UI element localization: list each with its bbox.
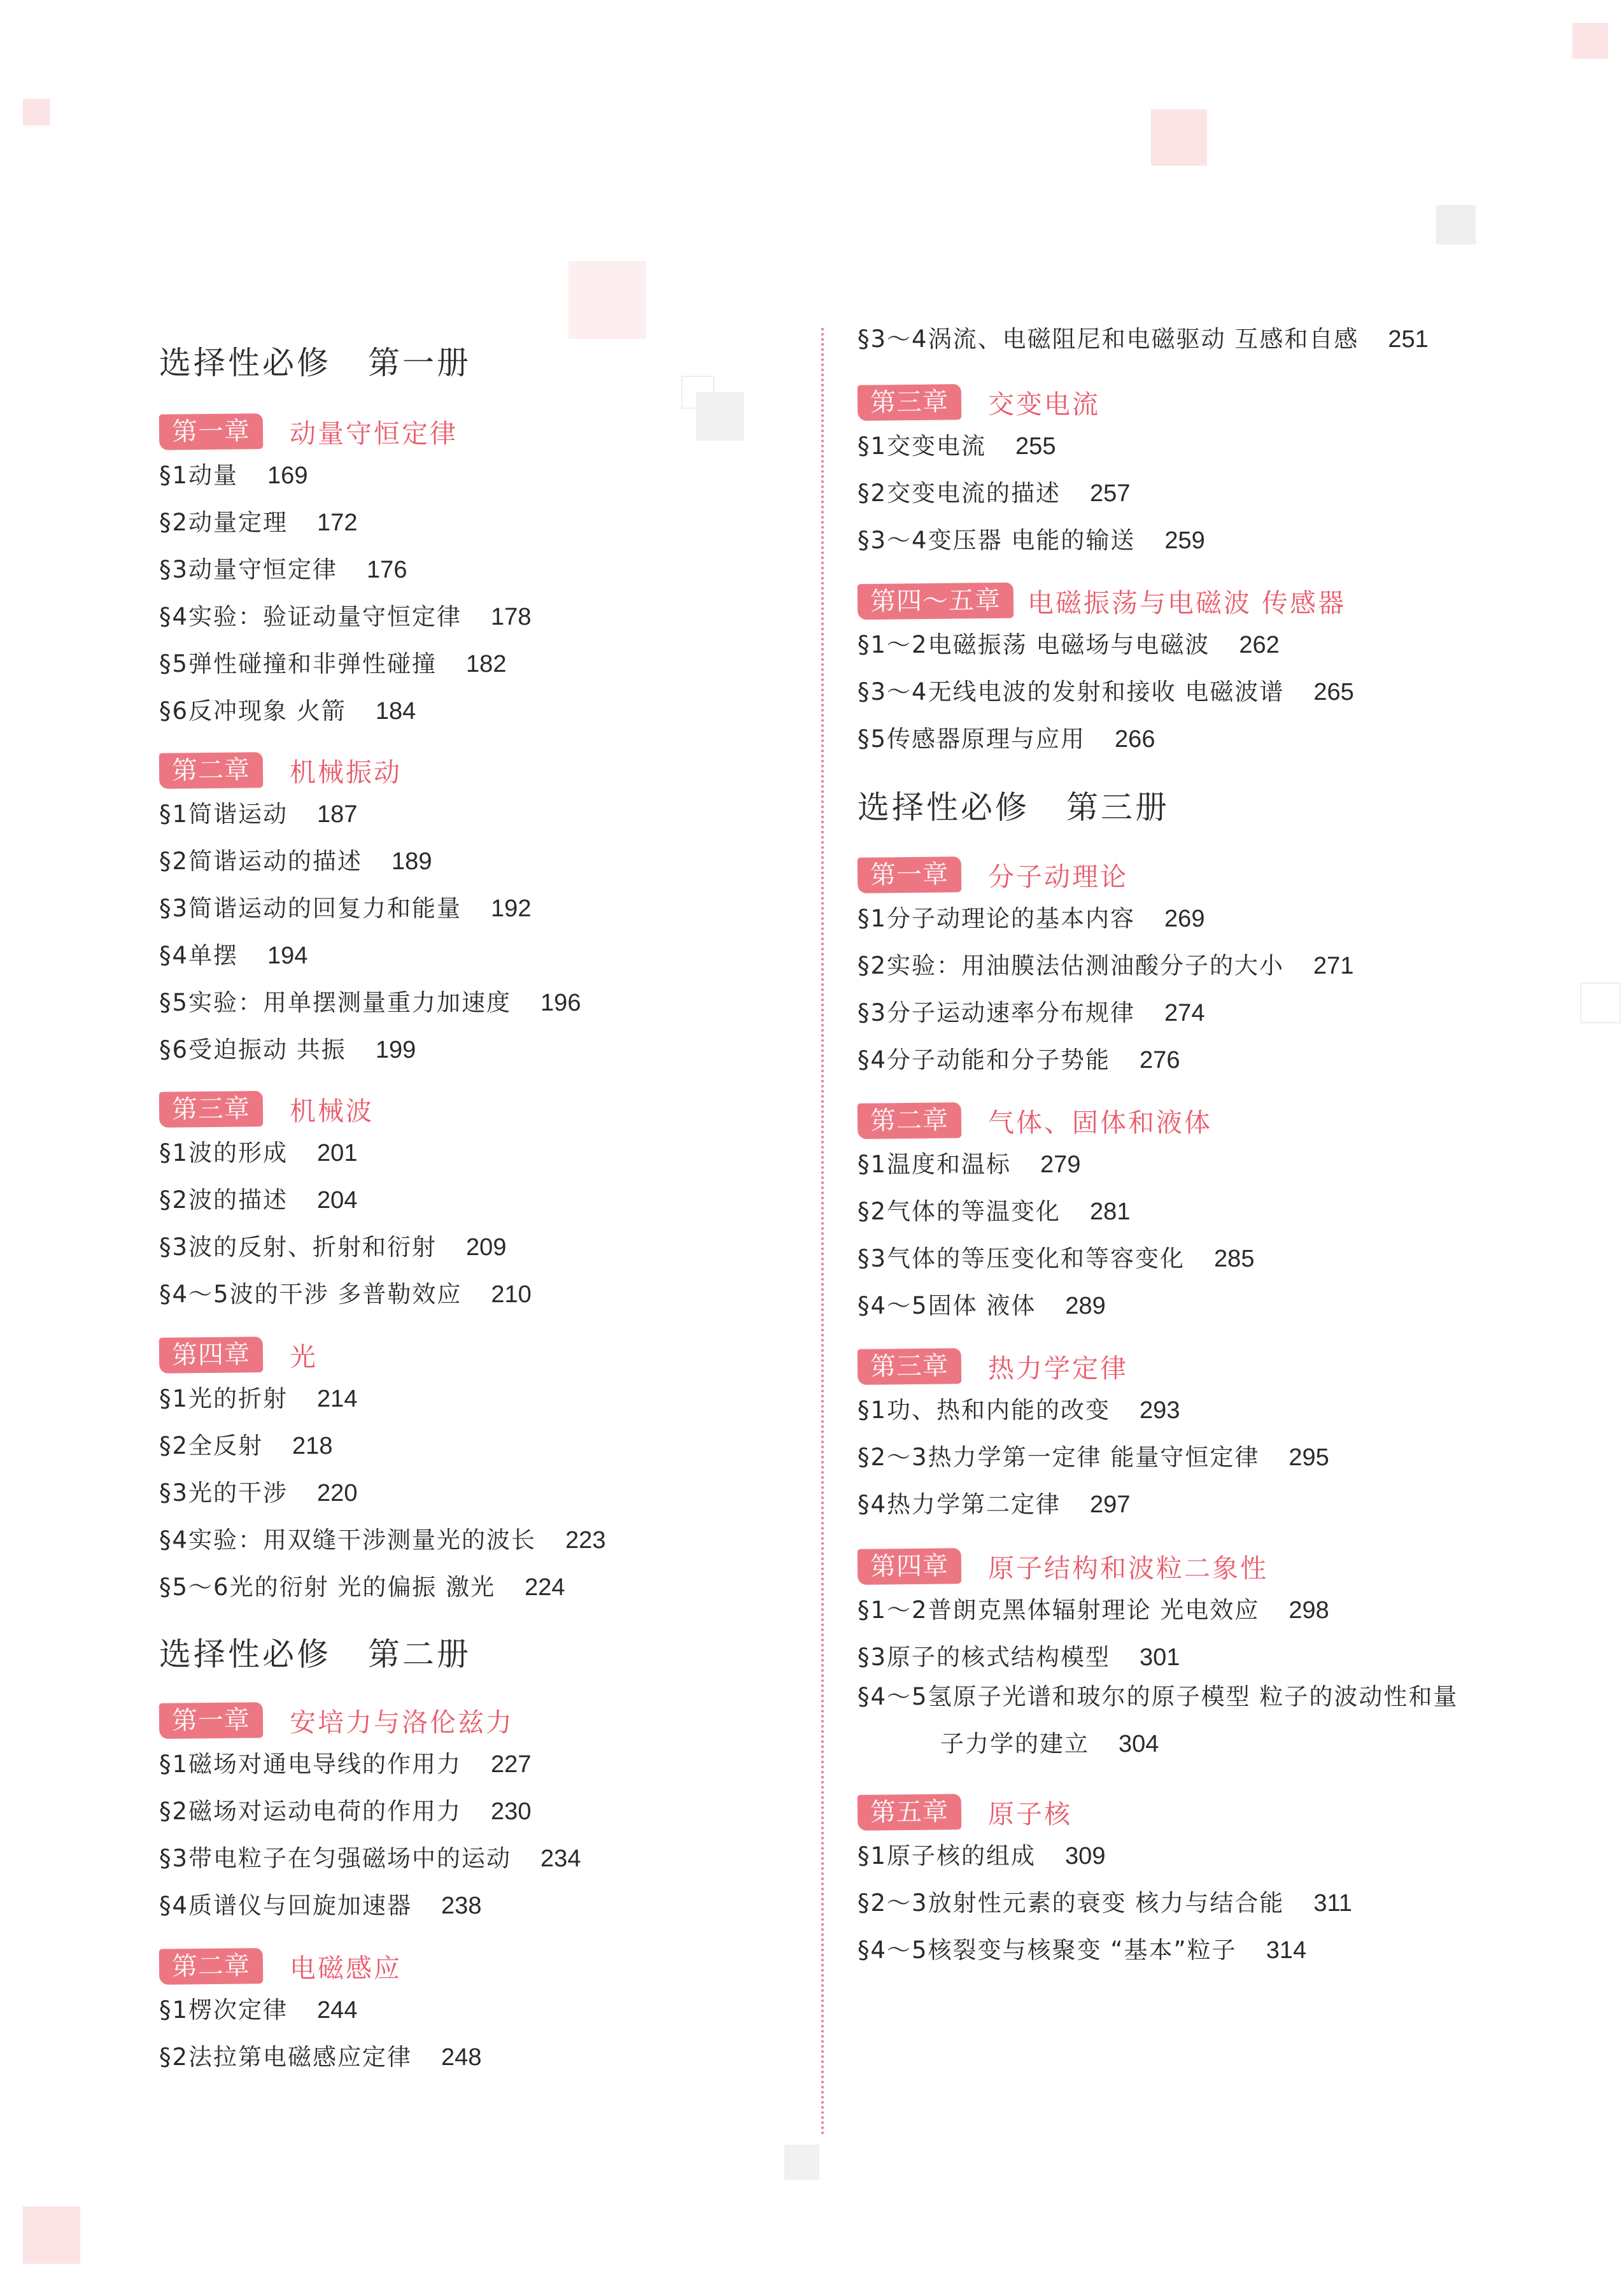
chapter-badge: 第二章 bbox=[159, 752, 264, 789]
toc-entry[interactable] bbox=[858, 1192, 1130, 1226]
toc-entry[interactable] bbox=[159, 1568, 565, 1602]
toc-entry-page: 301 bbox=[1140, 1644, 1180, 1671]
toc-entry-label: §4～5固体 液体 bbox=[858, 1292, 1036, 1319]
toc-entry[interactable] bbox=[159, 1886, 481, 1920]
chapter-badge: 第五章 bbox=[858, 1794, 962, 1831]
volume-number: 第一册 bbox=[368, 344, 471, 381]
toc-entry-page: 295 bbox=[1289, 1444, 1329, 1471]
toc-entry-page: 210 bbox=[491, 1281, 532, 1308]
toc-entry[interactable] bbox=[159, 644, 506, 679]
toc-entry-page: 169 bbox=[267, 462, 308, 489]
toc-entry[interactable] bbox=[858, 1239, 1254, 1274]
chapter-title: 电磁感应 bbox=[290, 1953, 402, 1984]
chapter-title: 热力学定律 bbox=[988, 1353, 1128, 1384]
toc-entry-page: 266 bbox=[1115, 726, 1155, 753]
chapter-badge: 第一章 bbox=[159, 1702, 264, 1739]
toc-entry[interactable] bbox=[858, 993, 1204, 1028]
toc-entry-label: §2波的描述 bbox=[159, 1186, 288, 1214]
toc-entry-label: §5实验：用单摆测量重力加速度 bbox=[159, 989, 512, 1016]
toc-entry[interactable] bbox=[858, 1485, 1130, 1519]
chapter-title: 机械振动 bbox=[290, 757, 402, 788]
toc-entry-label: §1原子核的组成 bbox=[858, 1842, 1036, 1870]
volume-name: 选择性必修 bbox=[858, 789, 1029, 826]
chapter-heading[interactable] bbox=[159, 1947, 402, 1985]
toc-entry-page: 251 bbox=[1388, 326, 1429, 353]
toc-entry-label: §1光的折射 bbox=[159, 1385, 288, 1412]
toc-entry[interactable] bbox=[858, 1884, 1352, 1918]
toc-entry-page: 289 bbox=[1065, 1293, 1106, 1319]
toc-entry-label: §3原子的核式结构模型 bbox=[858, 1644, 1111, 1671]
toc-entry-label: §4实验：用双缝干涉测量光的波长 bbox=[159, 1526, 537, 1554]
toc-entry-page: 274 bbox=[1164, 1000, 1205, 1026]
toc-entry[interactable] bbox=[159, 983, 581, 1018]
toc-entry-page: 218 bbox=[292, 1433, 333, 1459]
toc-entry[interactable] bbox=[159, 2038, 481, 2072]
toc-entry[interactable] bbox=[858, 672, 1354, 707]
toc-entry[interactable] bbox=[858, 1836, 1105, 1871]
toc-entry-label: §6反冲现象 火箭 bbox=[159, 697, 346, 725]
toc-entry[interactable] bbox=[858, 1673, 1558, 1768]
toc-entry-page: 304 bbox=[1119, 1731, 1159, 1757]
toc-entry[interactable] bbox=[858, 1931, 1306, 1965]
toc-entry-label: §1功、热和内能的改变 bbox=[858, 1396, 1111, 1424]
toc-entry-label: §1简谐运动 bbox=[159, 800, 288, 828]
toc-entry[interactable] bbox=[858, 899, 1204, 934]
decorative-square bbox=[23, 2206, 80, 2264]
chapter-badge: 第三章 bbox=[858, 384, 962, 421]
toc-entry[interactable] bbox=[858, 1391, 1180, 1425]
chapter-heading[interactable] bbox=[858, 1793, 1072, 1831]
volume-title bbox=[858, 782, 1169, 828]
toc-entry-page: 262 bbox=[1239, 632, 1280, 658]
volume-number: 第三册 bbox=[1066, 789, 1169, 826]
toc-entry-label: §3光的干涉 bbox=[159, 1479, 288, 1507]
toc-entry-label: §1磁场对通电导线的作用力 bbox=[159, 1750, 462, 1778]
toc-entry-label: §4质谱仪与回旋加速器 bbox=[159, 1892, 413, 1919]
toc-entry-label: §1波的形成 bbox=[159, 1139, 288, 1167]
chapter-badge: 第一章 bbox=[159, 413, 264, 450]
toc-entry[interactable] bbox=[858, 427, 1056, 461]
toc-entry[interactable] bbox=[159, 1473, 357, 1508]
toc-entry-label: §1分子动理论的基本内容 bbox=[858, 905, 1136, 932]
chapter-title: 原子结构和波粒二象性 bbox=[988, 1553, 1268, 1584]
toc-entry-label: §5～6光的衍射 光的偏振 激光 bbox=[159, 1573, 496, 1601]
toc-entry-page: 192 bbox=[491, 895, 532, 922]
toc-entry[interactable] bbox=[159, 1991, 357, 2025]
toc-entry-label: §1～2普朗克黑体辐射理论 光电效应 bbox=[858, 1596, 1260, 1624]
toc-entry-label: §2磁场对运动电荷的作用力 bbox=[159, 1798, 462, 1825]
toc-entry-label: §5传感器原理与应用 bbox=[858, 725, 1086, 753]
toc-entry[interactable] bbox=[159, 550, 407, 585]
toc-entry[interactable] bbox=[159, 1792, 531, 1826]
toc-entry-label: §3带电粒子在匀强磁场中的运动 bbox=[159, 1845, 512, 1872]
toc-entry-label: §3～4无线电波的发射和接收 电磁波谱 bbox=[858, 678, 1285, 706]
toc-entry-page: 298 bbox=[1289, 1597, 1329, 1624]
toc-entry[interactable] bbox=[858, 1145, 1080, 1179]
toc-entry[interactable] bbox=[159, 1839, 581, 1873]
toc-entry-page: 227 bbox=[491, 1751, 532, 1778]
volume-title bbox=[159, 1629, 471, 1675]
chapter-title: 原子核 bbox=[988, 1799, 1072, 1829]
toc-entry-label: §3～4涡流、电磁阻尼和电磁驱动 互感和自感 bbox=[858, 325, 1359, 353]
toc-entry-label: §1交变电流 bbox=[858, 432, 987, 460]
toc-entry[interactable] bbox=[858, 946, 1353, 981]
toc-entry-page: 234 bbox=[540, 1845, 581, 1872]
toc-entry[interactable] bbox=[159, 1181, 357, 1215]
toc-entry-continuation bbox=[858, 1721, 1558, 1768]
toc-entry-label: §4～5波的干涉 多普勒效应 bbox=[159, 1281, 462, 1308]
toc-entry[interactable] bbox=[159, 1521, 605, 1555]
toc-entry[interactable] bbox=[159, 1275, 532, 1309]
toc-entry-label: §3波的反射、折射和衍射 bbox=[159, 1233, 437, 1261]
toc-entry-label: §2简谐运动的描述 bbox=[159, 848, 363, 875]
toc-entry[interactable] bbox=[159, 456, 307, 490]
toc-entry[interactable] bbox=[858, 320, 1429, 354]
toc-entry-page: 265 bbox=[1313, 679, 1354, 706]
chapter-badge: 第四章 bbox=[159, 1337, 264, 1374]
volume-name: 选择性必修 bbox=[159, 344, 331, 381]
toc-entry-page: 204 bbox=[317, 1187, 358, 1214]
toc-entry-page: 293 bbox=[1140, 1397, 1180, 1424]
toc-entry[interactable] bbox=[159, 692, 416, 726]
toc-entry-label: §3简谐运动的回复力和能量 bbox=[159, 895, 462, 922]
volume-name: 选择性必修 bbox=[159, 1636, 331, 1673]
toc-entry-page: 189 bbox=[392, 848, 432, 875]
toc-entry[interactable] bbox=[858, 625, 1280, 660]
toc-entry-label: §2实验：用油膜法估测油酸分子的大小 bbox=[858, 952, 1285, 979]
chapter-badge: 第一章 bbox=[858, 856, 962, 893]
toc-entry-label: §1～2电磁振荡 电磁场与电磁波 bbox=[858, 631, 1210, 658]
toc-entry-page: 257 bbox=[1090, 480, 1131, 507]
toc-entry-label: §2气体的等温变化 bbox=[858, 1198, 1061, 1225]
volume-title bbox=[159, 337, 471, 383]
toc-entry[interactable] bbox=[159, 1426, 332, 1461]
decorative-square bbox=[1436, 205, 1476, 245]
toc-entry-page: 223 bbox=[565, 1527, 606, 1554]
toc-entry-page: 297 bbox=[1090, 1491, 1131, 1518]
volume-number: 第二册 bbox=[368, 1636, 471, 1673]
toc-entry[interactable] bbox=[159, 1133, 357, 1168]
toc-entry-label: §4～5氢原子光谱和玻尔的原子模型 粒子的波动性和量 bbox=[858, 1683, 1458, 1710]
toc-entry-page: 214 bbox=[317, 1386, 358, 1412]
chapter-badge: 第二章 bbox=[858, 1102, 962, 1139]
chapter-title: 动量守恒定律 bbox=[290, 418, 458, 449]
toc-entry-page: 172 bbox=[317, 509, 358, 536]
toc-entry[interactable] bbox=[159, 503, 357, 537]
toc-entry-page: 220 bbox=[317, 1480, 358, 1507]
toc-entry-label: §4热力学第二定律 bbox=[858, 1491, 1061, 1518]
toc-entry[interactable] bbox=[858, 1591, 1329, 1625]
chapter-heading[interactable] bbox=[858, 1547, 1268, 1585]
chapter-badge: 第三章 bbox=[858, 1348, 962, 1385]
toc-entry[interactable] bbox=[159, 1030, 416, 1065]
toc-entry-label: §2交变电流的描述 bbox=[858, 479, 1061, 507]
decorative-square bbox=[1572, 23, 1608, 59]
toc-entry-page: 178 bbox=[491, 604, 532, 630]
chapter-heading[interactable] bbox=[159, 1090, 374, 1128]
toc-entry[interactable] bbox=[159, 1379, 357, 1414]
toc-entry-page: 209 bbox=[466, 1234, 507, 1261]
toc-entry-page: 259 bbox=[1164, 527, 1205, 554]
toc-entry[interactable] bbox=[159, 597, 531, 632]
chapter-title: 气体、固体和液体 bbox=[988, 1107, 1212, 1138]
toc-entry-page: 281 bbox=[1090, 1198, 1131, 1225]
chapter-heading[interactable] bbox=[858, 1102, 1212, 1139]
toc-entry-label: §2全反射 bbox=[159, 1432, 264, 1459]
toc-entry-label: §4实验：验证动量守恒定律 bbox=[159, 603, 462, 630]
toc-entry[interactable] bbox=[858, 720, 1155, 754]
decorative-square bbox=[784, 2145, 819, 2180]
toc-entry-page: 285 bbox=[1214, 1246, 1255, 1272]
chapter-title: 安培力与洛伦兹力 bbox=[290, 1707, 514, 1738]
toc-entry[interactable] bbox=[159, 1228, 506, 1262]
decorative-square bbox=[568, 261, 646, 339]
toc-entry-page: 199 bbox=[375, 1037, 416, 1063]
toc-entry-page: 276 bbox=[1140, 1047, 1180, 1074]
toc-entry-page: 194 bbox=[267, 942, 308, 969]
toc-entry[interactable] bbox=[858, 1040, 1180, 1075]
column-divider bbox=[821, 328, 824, 2136]
toc-entry[interactable] bbox=[159, 936, 307, 970]
toc-entry-page: 176 bbox=[367, 557, 407, 583]
toc-entry-page: 244 bbox=[317, 1997, 358, 2024]
toc-entry-page: 201 bbox=[317, 1140, 358, 1167]
chapter-badge: 第四～五章 bbox=[858, 582, 1014, 620]
toc-entry-page: 279 bbox=[1040, 1151, 1081, 1178]
toc-entry-page: 238 bbox=[441, 1892, 482, 1919]
chapter-title: 机械波 bbox=[290, 1096, 374, 1126]
chapter-title: 交变电流 bbox=[988, 389, 1100, 420]
toc-entry-label: §4单摆 bbox=[159, 942, 239, 969]
toc-entry-label: §3气体的等压变化和等容变化 bbox=[858, 1245, 1185, 1272]
toc-entry[interactable] bbox=[159, 842, 432, 876]
chapter-title: 电磁振荡与电磁波 传感器 bbox=[1027, 588, 1346, 618]
chapter-heading[interactable] bbox=[858, 582, 1346, 620]
chapter-title: 光 bbox=[290, 1342, 318, 1372]
toc-entry-label: §1动量 bbox=[159, 462, 239, 489]
toc-entry[interactable] bbox=[858, 1286, 1106, 1321]
toc-entry[interactable] bbox=[858, 1638, 1180, 1672]
chapter-heading[interactable] bbox=[858, 1347, 1128, 1385]
toc-entry-page: 196 bbox=[540, 990, 581, 1016]
decorative-square bbox=[1580, 983, 1621, 1023]
chapter-heading[interactable] bbox=[159, 1336, 318, 1374]
decorative-square bbox=[23, 99, 50, 125]
chapter-heading[interactable] bbox=[858, 383, 1100, 421]
toc-entry-page: 182 bbox=[466, 651, 507, 678]
toc-entry[interactable] bbox=[159, 795, 357, 829]
toc-entry-label: §4～5核裂变与核聚变 “基本”粒子 bbox=[858, 1936, 1237, 1964]
toc-entry-label-cont: 子力学的建立 bbox=[940, 1730, 1089, 1757]
decorative-square bbox=[696, 392, 744, 441]
chapter-heading[interactable] bbox=[159, 413, 458, 450]
decorative-square bbox=[1151, 110, 1207, 166]
toc-entry-page: 255 bbox=[1015, 433, 1056, 460]
toc-entry[interactable] bbox=[858, 474, 1130, 508]
toc-entry-label: §4分子动能和分子势能 bbox=[858, 1046, 1111, 1074]
toc-entry[interactable] bbox=[159, 889, 531, 923]
toc-entry-label: §2动量定理 bbox=[159, 509, 288, 536]
toc-entry-page: 184 bbox=[375, 698, 416, 725]
chapter-badge: 第二章 bbox=[159, 1948, 264, 1985]
chapter-title: 分子动理论 bbox=[988, 862, 1128, 892]
toc-entry-label: §1楞次定律 bbox=[159, 1996, 288, 2024]
toc-entry-page: 271 bbox=[1313, 953, 1354, 979]
toc-entry-page: 230 bbox=[491, 1798, 532, 1825]
chapter-badge: 第三章 bbox=[159, 1091, 264, 1128]
toc-entry-page: 224 bbox=[525, 1574, 565, 1601]
toc-entry[interactable] bbox=[858, 521, 1205, 555]
toc-entry-label: §3～4变压器 电能的输送 bbox=[858, 527, 1136, 554]
chapter-badge: 第四章 bbox=[858, 1548, 962, 1585]
toc-entry[interactable] bbox=[858, 1438, 1329, 1472]
toc-entry-label: §2～3放射性元素的衰变 核力与结合能 bbox=[858, 1889, 1285, 1917]
toc-entry-label: §6受迫振动 共振 bbox=[159, 1036, 346, 1063]
toc-entry-label: §2法拉第电磁感应定律 bbox=[159, 2043, 413, 2071]
chapter-heading[interactable] bbox=[858, 856, 1128, 893]
toc-entry-label: §5弹性碰撞和非弹性碰撞 bbox=[159, 650, 437, 678]
toc-entry-page: 309 bbox=[1065, 1843, 1106, 1870]
toc-entry-page: 269 bbox=[1164, 905, 1205, 932]
toc-entry[interactable] bbox=[159, 1745, 531, 1779]
chapter-heading[interactable] bbox=[159, 1701, 514, 1739]
toc-entry-page: 187 bbox=[317, 801, 358, 828]
toc-entry-label: §2～3热力学第一定律 能量守恒定律 bbox=[858, 1444, 1260, 1471]
chapter-heading[interactable] bbox=[159, 751, 402, 789]
toc-entry-page: 311 bbox=[1313, 1890, 1352, 1917]
toc-entry-label: §3动量守恒定律 bbox=[159, 556, 338, 583]
toc-entry-page: 248 bbox=[441, 2044, 482, 2071]
toc-entry-label: §3分子运动速率分布规律 bbox=[858, 999, 1136, 1026]
toc-entry-label: §1温度和温标 bbox=[858, 1151, 1012, 1178]
toc-entry-page: 314 bbox=[1266, 1937, 1307, 1964]
